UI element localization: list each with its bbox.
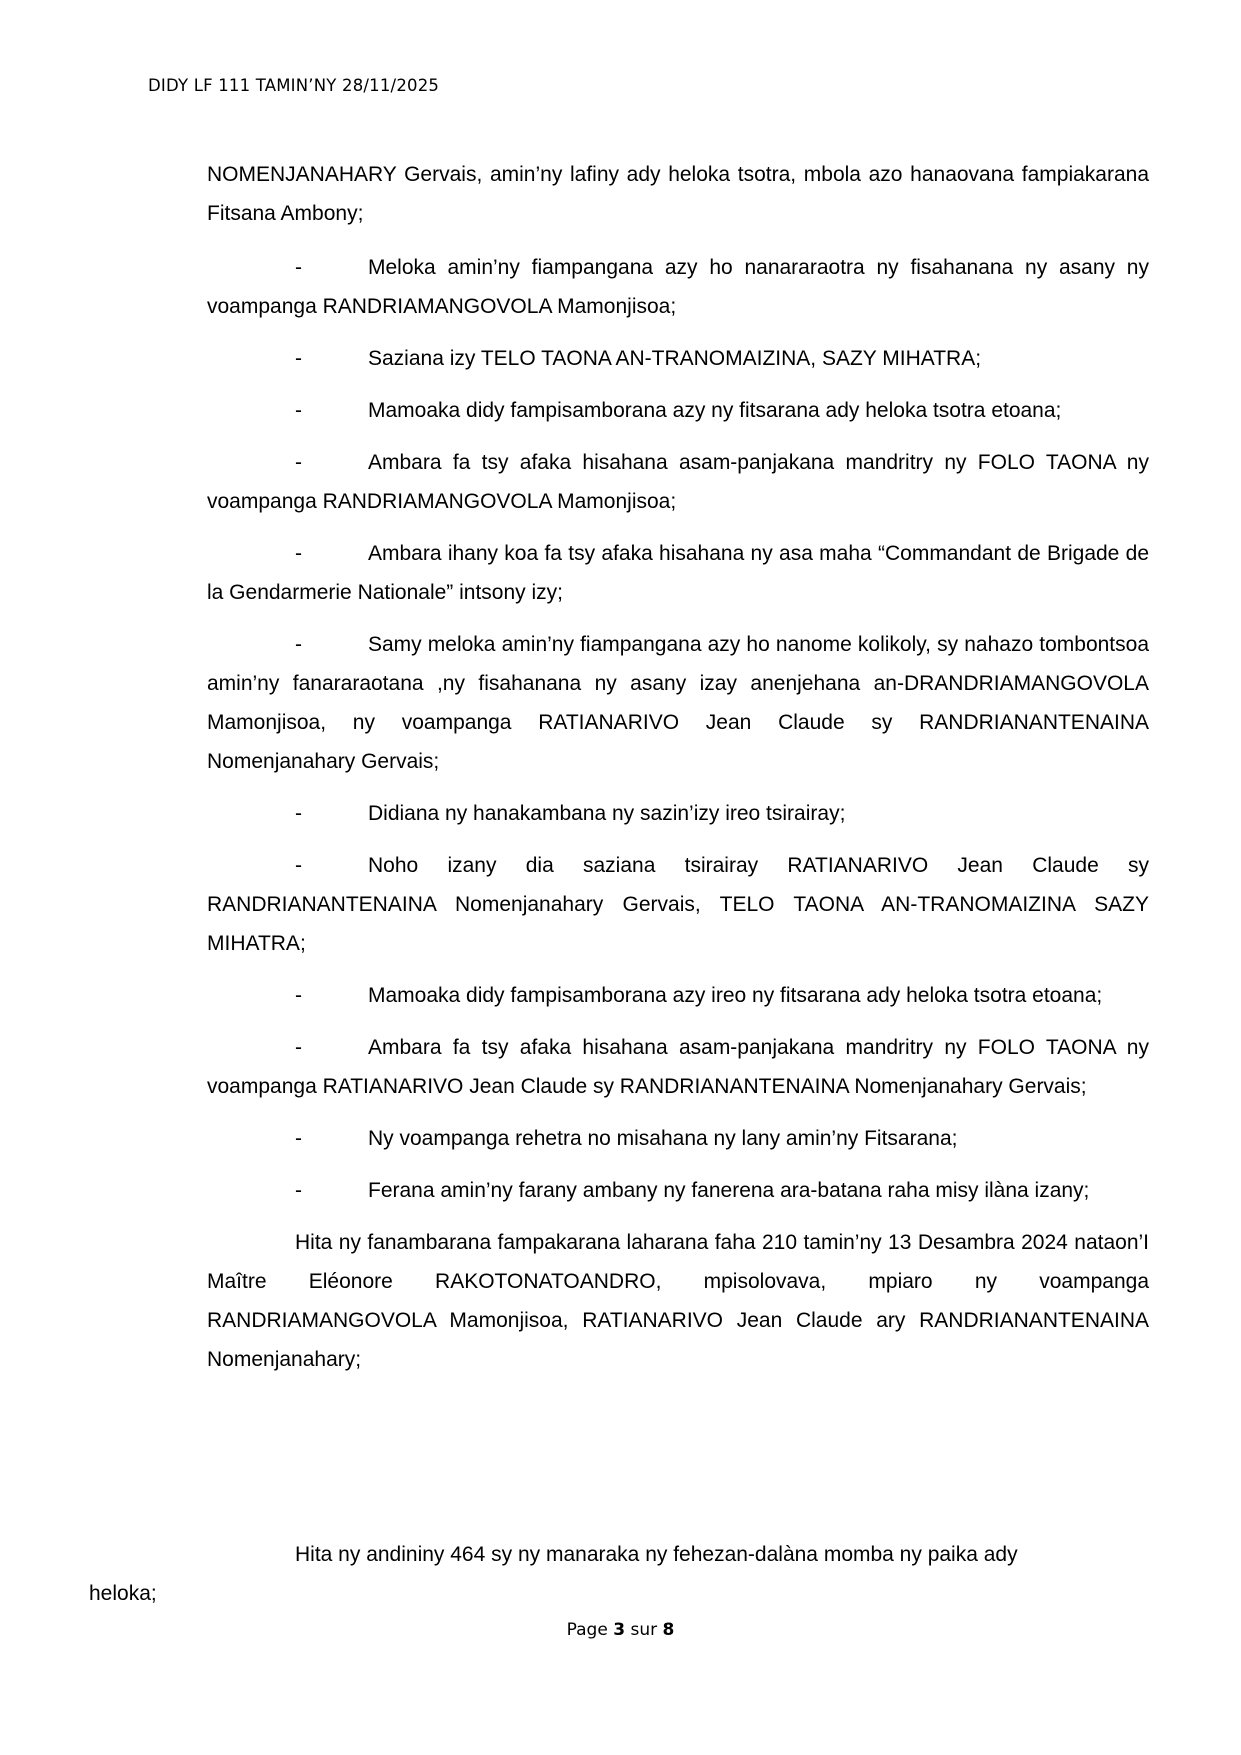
dash-marker: - bbox=[295, 451, 302, 474]
list-item-text: Saziana izy TELO TAONA AN-TRANOMAIZINA, SAZY MIHATRA; bbox=[368, 347, 982, 370]
list-item bbox=[207, 1119, 1149, 1158]
hita-paragraph: Hita ny fanambarana fampakarana laharana faha 210 tamin’ny 13 Desambra 2024 nataon’I Maître Eléonore RAKOTONATOANDRO, mpisolovava, mpiaro ny voampanga RANDRIAMANGOVOLA Mamonjisoa, RATIANARIVO Jean Claude ary RANDRIANANTENAINA Nomenjanahary; bbox=[207, 1231, 1149, 1371]
dash-marker: - bbox=[295, 984, 302, 1007]
list-item-text: Ambara fa tsy afaka hisahana asam-panjakana mandritry ny FOLO TAONA ny voampanga RATIANARIVO Jean Claude sy RANDRIANANTENAINA Nomenjanahary Gervais; bbox=[207, 1036, 1149, 1098]
dash-marker: - bbox=[295, 542, 302, 565]
page-word: Page bbox=[566, 1620, 608, 1640]
first-paragraph: NOMENJANAHARY Gervais, amin’ny lafiny ady heloka tsotra, mbola azo hanaovana fampiakarana Fitsana Ambony; bbox=[207, 163, 1149, 225]
list-item-text: Mamoaka didy fampisamborana azy ny fitsarana ady heloka tsotra etoana; bbox=[368, 399, 1062, 422]
list-item-text: Didiana ny hanakambana ny sazin’izy ireo tsirairay; bbox=[368, 802, 846, 825]
list-item-text: Samy meloka amin’ny fiampangana azy ho nanome kolikoly, sy nahazo tombontsoa amin’ny fanararaotana ,ny fisahanana ny asany izay anenjehana an-DRANDRIAMANGOVOLA Mamonjisoa, ny voampanga RATIANARIVO Jean Claude sy RANDRIANANTENAINA Nomenjanahary Gervais; bbox=[207, 633, 1149, 773]
page-footer bbox=[0, 1620, 1241, 1640]
list-item bbox=[207, 391, 1149, 430]
dash-marker: - bbox=[295, 256, 302, 279]
list-item bbox=[207, 1171, 1149, 1210]
dash-marker: - bbox=[295, 854, 302, 877]
list-item bbox=[207, 1028, 1149, 1106]
document-header: DIDY LF 111 TAMIN’NY 28/11/2025 bbox=[148, 76, 440, 95]
dash-marker: - bbox=[295, 802, 302, 825]
list-item bbox=[207, 976, 1149, 1015]
list-item bbox=[207, 534, 1149, 612]
page-number: 3 bbox=[613, 1620, 626, 1640]
closing-paragraph-end: heloka; bbox=[89, 1582, 157, 1605]
document-body bbox=[207, 155, 1149, 1392]
dash-marker: - bbox=[295, 1179, 302, 1202]
dash-marker: - bbox=[295, 399, 302, 422]
list-item bbox=[207, 339, 1149, 378]
list-item-text: Mamoaka didy fampisamborana azy ireo ny fitsarana ady heloka tsotra etoana; bbox=[368, 984, 1103, 1007]
list-item-text: Ambara ihany koa fa tsy afaka hisahana ny asa maha “Commandant de Brigade de la Gendarmerie Nationale” intsony izy; bbox=[207, 542, 1149, 604]
dash-marker: - bbox=[295, 1036, 302, 1059]
sur-word: sur bbox=[630, 1620, 658, 1640]
dash-marker: - bbox=[295, 633, 302, 656]
list-item bbox=[207, 625, 1149, 781]
list-item bbox=[207, 846, 1149, 963]
list-item bbox=[207, 794, 1149, 833]
list-item-text: Ny voampanga rehetra no misahana ny lany amin’ny Fitsarana; bbox=[368, 1127, 958, 1150]
list-item-text: Ferana amin’ny farany ambany ny fanerena ara-batana raha misy ilàna izany; bbox=[368, 1179, 1090, 1202]
dash-marker: - bbox=[295, 347, 302, 370]
list-item-text: Ambara fa tsy afaka hisahana asam-panjakana mandritry ny FOLO TAONA ny voampanga RANDRIAMANGOVOLA Mamonjisoa; bbox=[207, 451, 1149, 513]
list-item-text: Noho izany dia saziana tsirairay RATIANARIVO Jean Claude sy RANDRIANANTENAINA Nomenjanahary Gervais, TELO TAONA AN-TRANOMAIZINA SAZY MIHATRA; bbox=[207, 854, 1149, 955]
total-pages: 8 bbox=[662, 1620, 675, 1640]
list-item bbox=[207, 443, 1149, 521]
dash-marker: - bbox=[295, 1127, 302, 1150]
list-item-text: Meloka amin’ny fiampangana azy ho nanararaotra ny fisahanana ny asany ny voampanga RANDRIAMANGOVOLA Mamonjisoa; bbox=[207, 256, 1149, 318]
closing-paragraph-line: Hita ny andininy 464 sy ny manaraka ny fehezan-dalàna momba ny paika ady bbox=[295, 1543, 1018, 1566]
list-item bbox=[207, 248, 1149, 326]
